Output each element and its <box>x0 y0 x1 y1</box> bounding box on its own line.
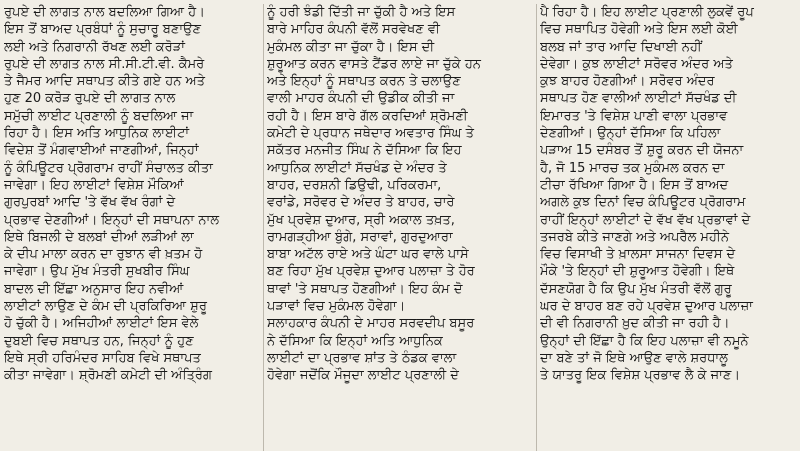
text-line: ਰਾਮਗੜ੍ਹੀਆ ਬੁੰਗੇ, ਸਰਾਵਾਂ, ਗੁਰਦੁਆਰਾ <box>267 229 453 245</box>
text-line: ਇਮਾਰਤ 'ਤੇ ਵਿਸ਼ੇਸ਼ ਪਾਣੀ ਵਾਲਾ ਪ੍ਰਭਾਵ <box>540 108 728 124</box>
text-line: ਸਥਾਪਤ ਹੋਣ ਵਾਲੀਆਂ ਲਾਈਟਾਂ ਸੱਚਖੰਡ ਦੀ <box>540 91 737 107</box>
text-line: ਦੀ ਵੀ ਨਿਗਰਾਨੀ ਖ਼ੁਦ ਕੀਤੀ ਜਾ ਰਹੀ ਹੈ। <box>540 316 730 332</box>
text-line: ਆਧੁਨਿਕ ਲਾਈਟਾਂ ਸੱਚਖੰਡ ਦੇ ਅੰਦਰ ਤੇ <box>267 160 447 176</box>
text-line: ਮੁੱਖ ਪ੍ਰਵੇਸ਼ ਦੁਆਰ, ਸ੍ਰੀ ਅਕਾਲ ਤਖ਼ਤ, <box>267 212 455 228</box>
text-line: ਤਜਰਬੇ ਕੀਤੇ ਜਾਣਗੇ ਅਤੇ ਅਪਰੈਲ ਮਹੀਨੇ <box>540 229 729 245</box>
text-line: ਹੋ ਚੁੱਕੀ ਹੈ। ਅਜਿਹੀਆਂ ਲਾਈਟਾਂ ਇਸ ਵੇਲੇ <box>4 316 199 332</box>
text-line: ਪ੍ਰਭਾਵ ਦੇਣਗੀਆਂ। ਇਨ੍ਹਾਂ ਦੀ ਸਥਾਪਨਾ ਨਾਲ <box>4 212 219 228</box>
text-line: ਦੁਬਈ ਵਿਚ ਸਥਾਪਤ ਹਨ, ਜਿਨ੍ਹਾਂ ਨੂੰ ਹੁਣ <box>4 333 194 349</box>
text-line: ਸਮੁੱਚੀ ਲਾਈਟ ਪ੍ਰਣਾਲੀ ਨੂੰ ਬਦਲਿਆ ਜਾ <box>4 108 194 124</box>
text-line: ਤੇ ਜੈਮਰ ਆਦਿ ਸਥਾਪਤ ਕੀਤੇ ਗਏ ਹਨ ਅਤੇ <box>4 74 206 90</box>
text-line: ਮੌਕੇ 'ਤੇ ਇਨ੍ਹਾਂ ਦੀ ਸ਼ੁਰੂਆਤ ਹੋਵੇਗੀ। ਇਥੇ <box>540 264 735 280</box>
text-line: ਟੀਚਾ ਰੱਖਿਆ ਗਿਆ ਹੈ। ਇਸ ਤੋਂ ਬਾਅਦ <box>540 177 729 193</box>
text-line: ਥਾਵਾਂ 'ਤੇ ਸਥਾਪਤ ਹੋਣਗੀਆਂ। ਇਹ ਕੰਮ ਦੋ <box>267 281 463 297</box>
text-line: ਦੇਵੇਗਾ। ਕੁਝ ਲਾਈਟਾਂ ਸਰੋਵਰ ਅੰਦਰ ਅਤੇ <box>540 56 733 72</box>
text-line: ਕੁਝ ਬਾਹਰ ਹੋਣਗੀਆਂ। ਸਰੋਵਰ ਅੰਦਰ <box>540 74 715 90</box>
text-line: ਨੂੰ ਹਰੀ ਝੰਡੀ ਦਿੱਤੀ ਜਾ ਚੁੱਕੀ ਹੈ ਅਤੇ ਇਸ <box>267 5 456 20</box>
text-line: ਬਾਹਰ, ਦਰਸ਼ਨੀ ਡਿਉਢੀ, ਪਰਿਕਰਮਾ, <box>267 177 442 193</box>
text-line: ਨੇ ਦੱਸਿਆ ਕਿ ਇਨ੍ਹਾਂ ਅਤਿ ਆਧੁਨਿਕ <box>267 333 443 349</box>
text-line: ਰਿਹਾ ਹੈ। ਇਸ ਅਤਿ ਆਧੁਨਿਕ ਲਾਈਟਾਂ <box>4 126 190 142</box>
text-line: ਲਾਈਟਾਂ ਦਾ ਪ੍ਰਭਾਵ ਸ਼ਾਂਤ ਤੇ ਠੰਡਕ ਵਾਲਾ <box>267 350 457 366</box>
text-line: ਬਲਬ ਜਾਂ ਤਾਰ ਆਦਿ ਦਿਖਾਈ ਨਹੀਂ <box>540 39 702 55</box>
text-line: ਵਾਲੀ ਮਾਹਰ ਕੰਪਨੀ ਦੀ ਉਡੀਕ ਕੀਤੀ ਜਾ <box>267 91 455 107</box>
text-line: ਪੈ ਰਿਹਾ ਹੈ। ਇਹ ਲਾਈਟ ਪ੍ਰਣਾਲੀ ਲੁਕਵੇਂ ਰੂਪ <box>540 5 754 20</box>
text-line: ਰਾਹੀਂ ਇਨ੍ਹਾਂ ਲਾਈਟਾਂ ਦੇ ਵੱਖ ਵੱਖ ਪ੍ਰਭਾਵਾਂ ਦੇ <box>540 212 751 228</box>
text-line: ਅਗਲੇ ਕੁਝ ਦਿਨਾਂ ਵਿਚ ਕੰਪਿਊਟਰ ਪ੍ਰੋਗਰਾਮ <box>540 195 746 211</box>
text-line: ਬਾਬਾ ਅਟੱਲ ਰਾਏ ਅਤੇ ਘੰਟਾ ਘਰ ਵਾਲੇ ਪਾਸੇ <box>267 247 469 263</box>
text-line: ਸ਼ੁਰੂਆਤ ਕਰਨ ਵਾਸਤੇ ਟੈਂਡਰ ਲਾਏ ਜਾ ਚੁੱਕੇ ਹਨ <box>267 56 481 72</box>
text-line: ਨੂੰ ਕੰਪਿਊਟਰ ਪ੍ਰੋਗਰਾਮ ਰਾਹੀਂ ਸੰਚਾਲਤ ਕੀਤਾ <box>4 160 213 176</box>
text-line: ਜਾਵੇਗਾ। ਇਹ ਲਾਈਟਾਂ ਵਿਸ਼ੇਸ਼ ਮੌਕਿਆਂ <box>4 177 184 193</box>
text-line: ਹੋਵੇਗਾ ਜਦੋਂਕਿ ਮੌਜੂਦਾ ਲਾਈਟ ਪ੍ਰਣਾਲੀ ਦੇ <box>267 368 459 384</box>
text-line: ਮੁਕੰਮਲ ਕੀਤਾ ਜਾ ਚੁੱਕਾ ਹੈ। ਇਸ ਦੀ <box>267 39 435 55</box>
text-line: ਵਿਦੇਸ਼ ਤੋਂ ਮੰਗਵਾਈਆਂ ਜਾਣਗੀਆਂ, ਜਿਨ੍ਹਾਂ <box>4 143 199 159</box>
article-column-2 <box>267 4 533 451</box>
text-line: ਸਲਾਹਕਾਰ ਕੰਪਨੀ ਦੇ ਮਾਹਰ ਸਰਵਦੀਪ ਬਸੂਰ <box>267 316 475 332</box>
text-line: ਲਾਈਟਾਂ ਲਾਉਣ ਦੇ ਕੰਮ ਦੀ ਪ੍ਰਕਿਰਿਆ ਸ਼ੁਰੂ <box>4 299 207 315</box>
column-divider <box>536 4 537 451</box>
text-line: ਲਈ ਅਤੇ ਨਿਗਰਾਨੀ ਰੱਖਣ ਲਈ ਕਰੋੜਾਂ <box>4 39 185 55</box>
text-line: ਹੈ, ਜੋ 15 ਮਾਰਚ ਤਕ ਮੁਕੰਮਲ ਕਰਨ ਦਾ <box>540 160 725 176</box>
text-line: ਵਿਚ ਵਿਸਾਖੀ ਤੇ ਖ਼ਾਲਸਾ ਸਾਜਨਾ ਦਿਵਸ ਦੇ <box>540 247 736 263</box>
text-line: ਬਾਰੇ ਮਾਹਿਰ ਕੰਪਨੀ ਵੱਲੋਂ ਸਰਵੇਖਣ ਵੀ <box>267 22 440 38</box>
text-line: ਇਸ ਤੋਂ ਬਾਅਦ ਪ੍ਰਬੰਧਾਂ ਨੂੰ ਸੁਚਾਰੂ ਬਣਾਉਣ <box>4 22 201 38</box>
text-line: ਰੁਪਏ ਦੀ ਲਾਗਤ ਨਾਲ ਬਦਲਿਆ ਗਿਆ ਹੈ। <box>4 5 205 20</box>
text-line: ਘਰ ਦੇ ਬਾਹਰ ਬਣ ਰਹੇ ਪ੍ਰਵੇਸ਼ ਦੁਆਰ ਪਲਾਜ਼ਾ <box>540 299 753 315</box>
text-line: ਤੇ ਯਾਤਰੂ ਇਕ ਵਿਸ਼ੇਸ਼ ਪ੍ਰਭਾਵ ਲੈ ਕੇ ਜਾਣ। <box>540 368 741 384</box>
text-line: ਸਕੱਤਰ ਮਨਜੀਤ ਸਿੰਘ ਨੇ ਦੱਸਿਆ ਕਿ ਇਹ <box>267 143 462 159</box>
text-line: ਇਥੇ ਸ੍ਰੀ ਹਰਿਮੰਦਰ ਸਾਹਿਬ ਵਿਖੇ ਸਥਾਪਤ <box>4 350 201 366</box>
article-column-3 <box>540 4 798 451</box>
text-line: ਬਣ ਰਿਹਾ ਮੁੱਖ ਪ੍ਰਵੇਸ਼ ਦੁਆਰ ਪਲਾਜ਼ਾ ਤੇ ਹੋਰ <box>267 264 475 280</box>
text-line: ਕੇ ਦੀਪ ਮਾਲਾ ਕਰਨ ਦਾ ਰੁਝਾਨ ਵੀ ਖ਼ਤਮ ਹੋ <box>4 247 203 263</box>
text-line: ਰਹੀ ਹੈ। ਇਸ ਬਾਰੇ ਗੱਲ ਕਰਦਿਆਂ ਸ਼੍ਰੋਮਣੀ <box>267 108 468 124</box>
text-line: ਇਥੇ ਬਿਜਲੀ ਦੇ ਬਲਬਾਂ ਦੀਆਂ ਲੜੀਆਂ ਲਾ <box>4 229 194 245</box>
article-column-1 <box>4 4 260 451</box>
text-line: ਕਮੇਟੀ ਦੇ ਪ੍ਰਧਾਨ ਜਥੇਦਾਰ ਅਵਤਾਰ ਸਿੰਘ ਤੇ <box>267 126 474 142</box>
text-line: ਪੜਾਅ 15 ਦਸੰਬਰ ਤੋਂ ਸ਼ੁਰੂ ਕਰਨ ਦੀ ਯੋਜਨਾ <box>540 143 744 159</box>
text-line: ਜਾਵੇਗਾ। ਉਪ ਮੁੱਖ ਮੰਤਰੀ ਸੁਖਬੀਰ ਸਿੰਘ <box>4 264 190 280</box>
text-line: ਵਰਾਂਡੇ, ਸਰੋਵਰ ਦੇ ਅੰਦਰ ਤੇ ਬਾਹਰ, ਚਾਰੇ <box>267 195 455 211</box>
text-line: ਹੁਣ 20 ਕਰੋੜ ਰੁਪਏ ਦੀ ਲਾਗਤ ਨਾਲ <box>4 91 176 107</box>
text-line: ਰੁਪਏ ਦੀ ਲਾਗਤ ਨਾਲ ਸੀ.ਸੀ.ਟੀ.ਵੀ. ਕੈਮਰੇ <box>4 56 205 72</box>
text-line: ਗੁਰਪੁਰਬਾਂ ਆਦਿ 'ਤੇ ਵੱਖ ਵੱਖ ਰੰਗਾਂ ਦੇ <box>4 195 176 211</box>
text-line: ਦੱਸਣਯੋਗ ਹੈ ਕਿ ਉਪ ਮੁੱਖ ਮੰਤਰੀ ਵੱਲੋਂ ਗੁਰੂ <box>540 281 732 297</box>
text-line: ਪੜਾਵਾਂ ਵਿਚ ਮੁਕੰਮਲ ਹੋਵੇਗਾ। <box>267 299 406 315</box>
text-line: ਵਿਚ ਸਥਾਪਿਤ ਹੋਵੇਗੀ ਅਤੇ ਇਸ ਲਈ ਕੋਈ <box>540 22 738 38</box>
text-line: ਦਾ ਬਣੇ ਤਾਂ ਜੋ ਇਥੇ ਆਉਣ ਵਾਲੇ ਸ਼ਰਧਾਲੂ <box>540 350 728 366</box>
column-divider <box>263 4 264 451</box>
text-line: ਉਨ੍ਹਾਂ ਦੀ ਇੱਛਾ ਹੈ ਕਿ ਇਹ ਪਲਾਜ਼ਾ ਵੀ ਨਮੂਨੇ <box>540 333 749 349</box>
text-line: ਅਤੇ ਇਨ੍ਹਾਂ ਨੂੰ ਸਥਾਪਤ ਕਰਨ ਤੇ ਚਲਾਉਣ <box>267 74 461 90</box>
text-line: ਦੇਣਗੀਆਂ। ਉਨ੍ਹਾਂ ਦੱਸਿਆ ਕਿ ਪਹਿਲਾ <box>540 126 721 142</box>
text-line: ਕੀਤਾ ਜਾਵੇਗਾ। ਸ਼੍ਰੋਮਣੀ ਕਮੇਟੀ ਦੀ ਅੰਤ੍ਰਿੰਗ <box>4 368 212 384</box>
text-line: ਬਾਦਲ ਦੀ ਇੱਛਾ ਅਨੁਸਾਰ ਇਹ ਨਵੀਆਂ <box>4 281 184 297</box>
